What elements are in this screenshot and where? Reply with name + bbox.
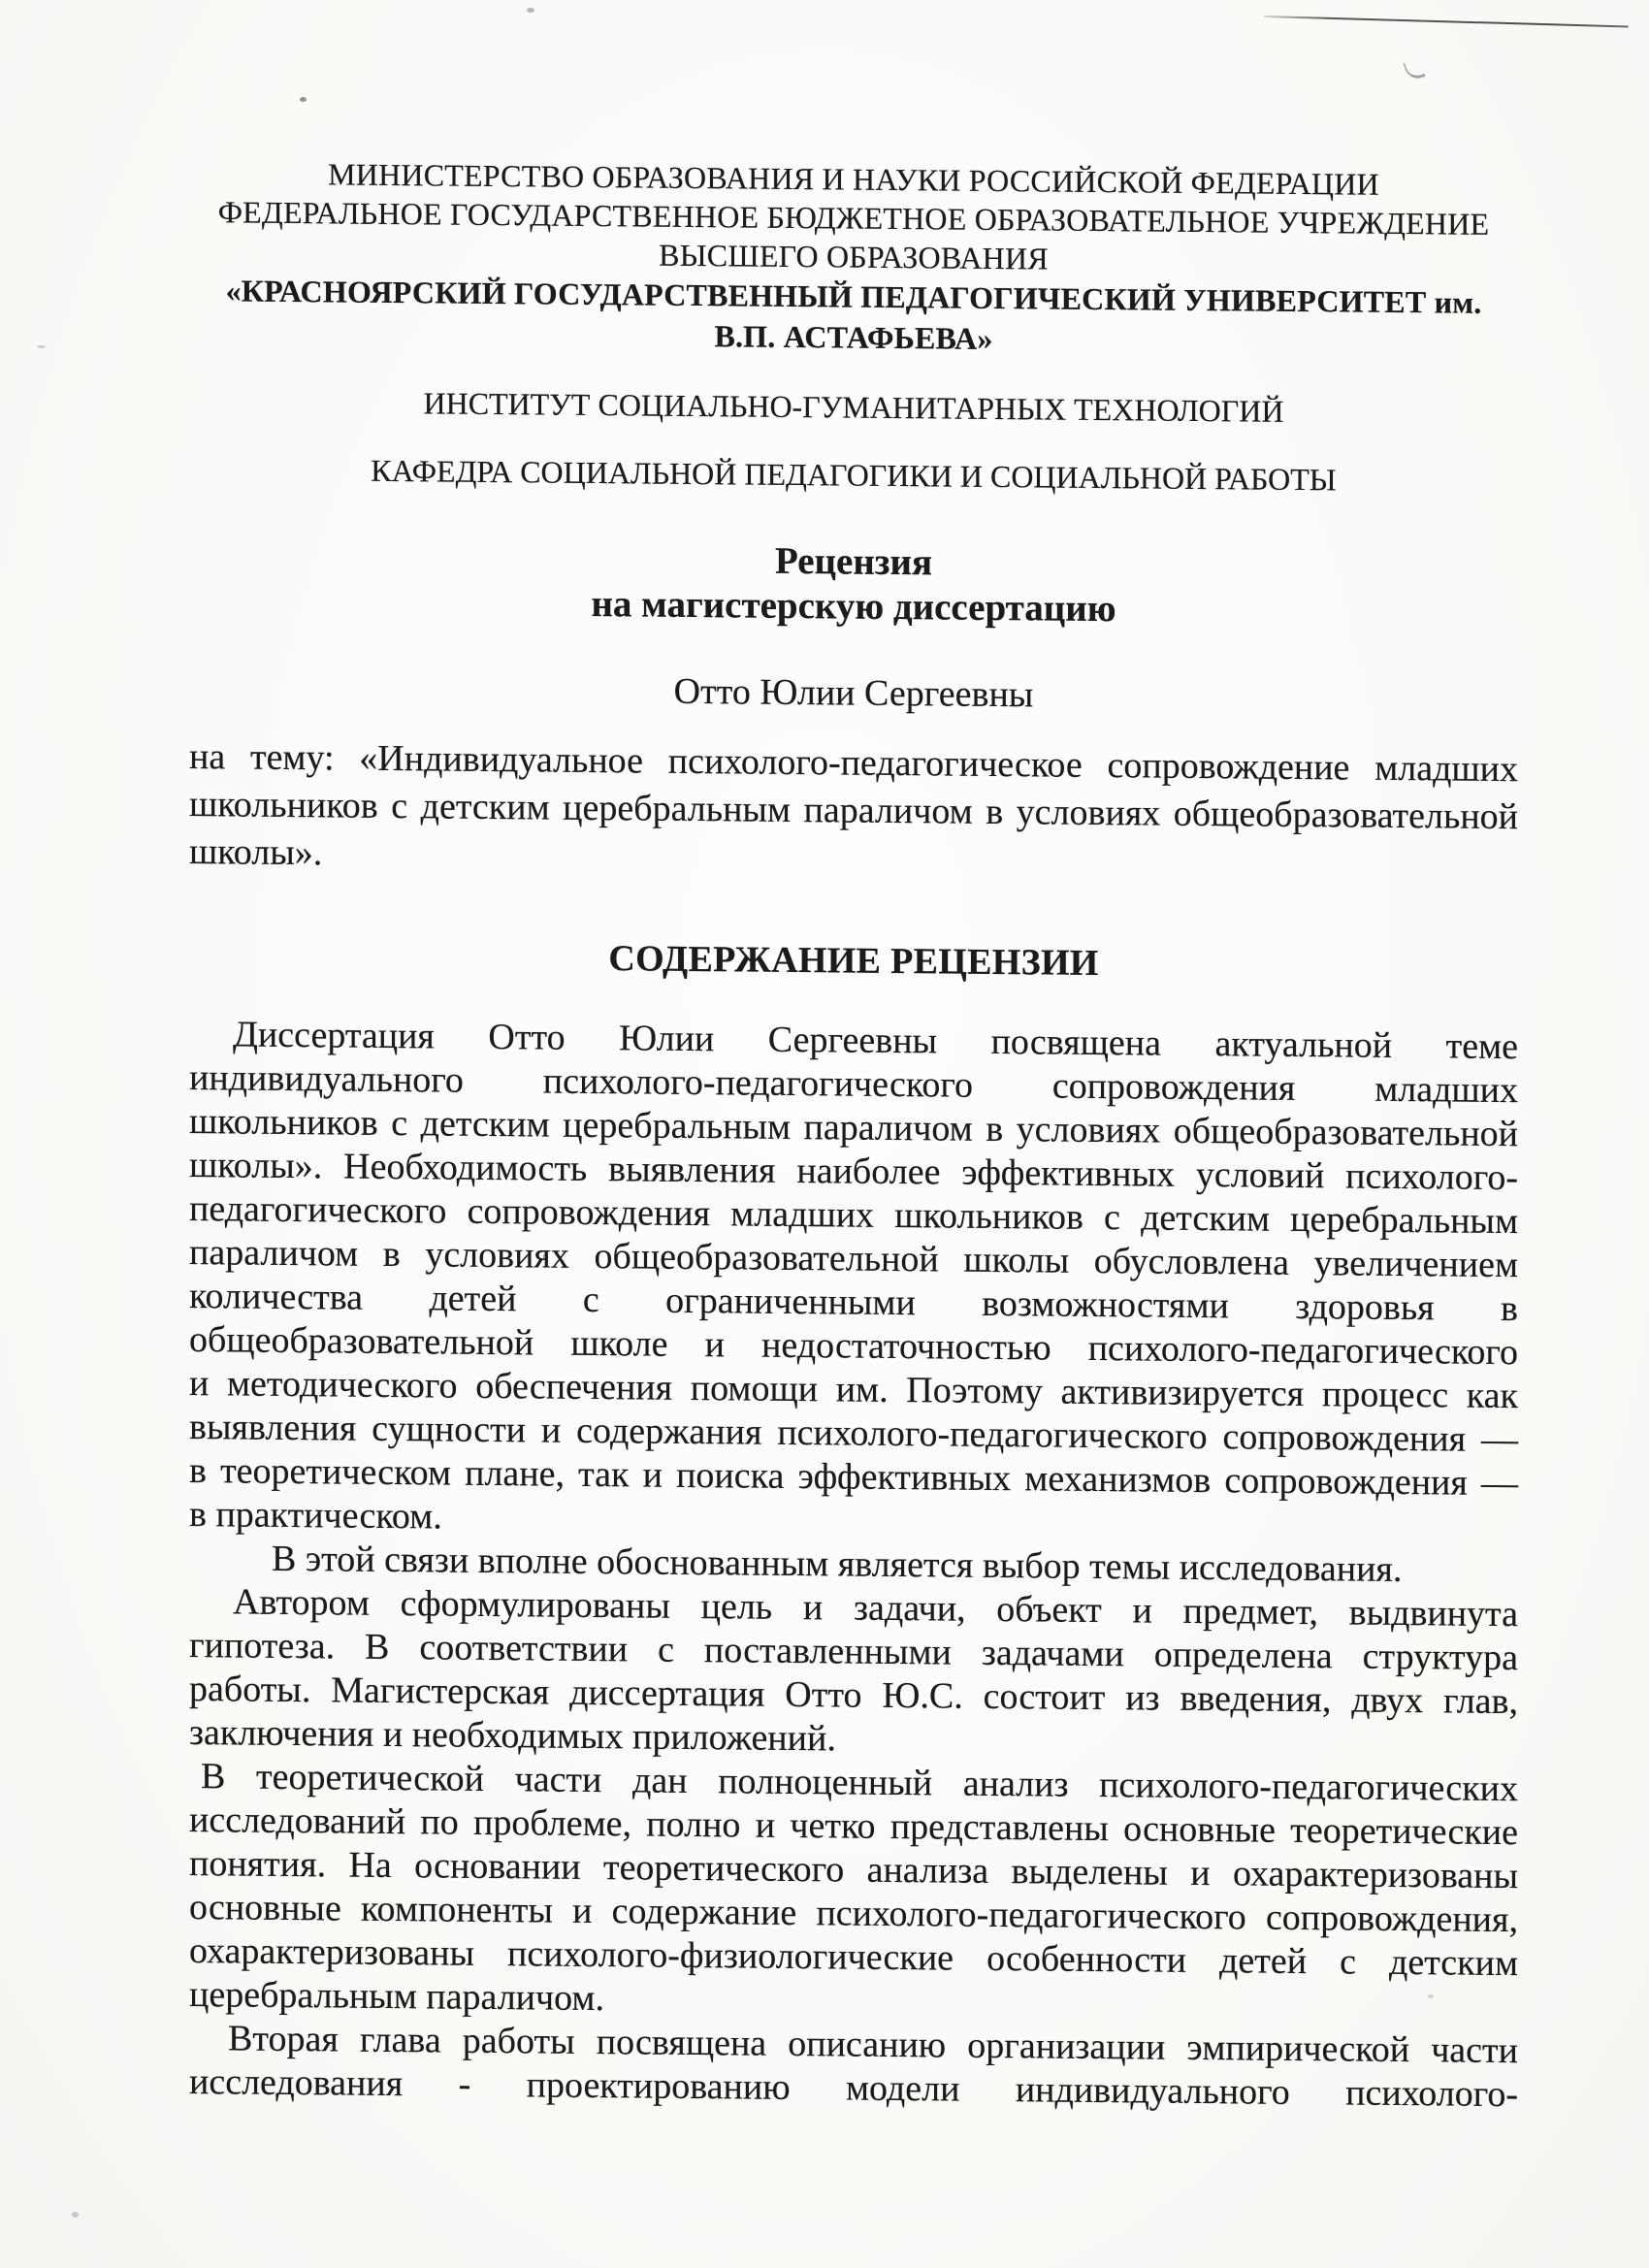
text-line: охарактеризованы психолого-физиологические особенности детей с детским xyxy=(189,1930,1518,1985)
title-line: Рецензия xyxy=(774,539,933,584)
text-line: в теоретическом плане, так и поиска эффективных механизмов сопровождения — xyxy=(189,1450,1518,1505)
text-line: педагогического сопровождения младших школьников с детским церебральным xyxy=(189,1188,1518,1243)
text-line: школы». xyxy=(189,831,323,874)
university-line: В.П. АСТАФЬЕВА» xyxy=(714,318,993,356)
institute-line: ИНСТИТУТ СОЦИАЛЬНО-ГУМАНИТАРНЫХ ТЕХНОЛОГИЙ xyxy=(423,385,1284,429)
text-line: количества детей с ограниченными возможностями здоровья в xyxy=(189,1276,1518,1330)
text-line: выявления сущности и содержания психолого-педагогического сопровождения — xyxy=(189,1407,1518,1461)
text-line: работы. Магистерская диссертация Отто Ю.С. состоит из введения, двух глав, xyxy=(189,1669,1518,1723)
text-line: индивидуального психолого-педагогического сопровождения младших xyxy=(189,1057,1518,1112)
institute-name xyxy=(189,381,1518,433)
text-line: Вторая глава работы посвящена описанию организации эмпирической части xyxy=(228,2018,1518,2072)
text-line: исследования - проектированию модели индивидуального психолого- xyxy=(189,2061,1518,2116)
scan-speck xyxy=(37,345,46,348)
text-line: общеобразовательной школе и недостаточностью психолого-педагогического xyxy=(189,1319,1518,1374)
text-line: в практическом. xyxy=(189,1494,442,1538)
text-line: школьников с детским церебральным параличом в условиях общеобразовательной xyxy=(189,784,1518,838)
text-line: на тему: «Индивидуальное психолого-педагогическое сопровождение младших xyxy=(189,736,1518,791)
text-line: заключения и необходимых приложений. xyxy=(189,1712,836,1760)
text-line: Диссертация Отто Юлии Сергеевны посвящена актуальной теме xyxy=(233,1014,1518,1068)
text-line: гипотеза. В соответствии с поставленными задачами определена структура xyxy=(189,1625,1518,1679)
university-name xyxy=(189,270,1518,364)
ministry-line: ФЕДЕРАЛЬНОЕ ГОСУДАРСТВЕННОЕ БЮДЖЕТНОЕ ОБРАЗОВАТЕЛЬНОЕ УЧРЕЖДЕНИЕ xyxy=(217,194,1490,242)
department-name xyxy=(189,449,1518,501)
topic-paragraph xyxy=(189,733,1518,889)
text-line: школы». Необходимость выявления наиболее эффективных условий психолого- xyxy=(189,1145,1518,1199)
text-line: параличом в условиях общеобразовательной школы обусловлена увеличением xyxy=(189,1232,1518,1286)
department-line: КАФЕДРА СОЦИАЛЬНОЙ ПЕДАГОГИКИ И СОЦИАЛЬНОЙ РАБОТЫ xyxy=(371,452,1337,498)
document-title xyxy=(189,534,1518,635)
author-line: Отто Юлии Сергеевны xyxy=(673,670,1034,716)
paragraph xyxy=(189,1755,1518,2029)
section-heading xyxy=(189,933,1518,988)
text-line: понятия. На основании теоретического анализа выделены и охарактеризованы xyxy=(189,1843,1518,1897)
text-line: церебральным параличом. xyxy=(189,1974,604,2020)
document-content xyxy=(189,0,1518,2268)
paragraph xyxy=(189,733,1518,889)
text-line: основные компоненты и содержание психолого-педагогического сопровождения, xyxy=(189,1887,1518,1941)
section-heading-text: СОДЕРЖАНИЕ РЕЦЕНЗИИ xyxy=(608,938,1099,985)
title-line: на магистерскую диссертацию xyxy=(591,582,1116,631)
paragraph xyxy=(189,2017,1518,2117)
paragraph xyxy=(189,1013,1518,1549)
text-line: Автором сформулированы цель и задачи, объект и предмет, выдвинута xyxy=(233,1581,1518,1636)
scan-speck xyxy=(72,2212,79,2218)
ministry-header xyxy=(189,153,1518,282)
paragraph xyxy=(189,1580,1518,1767)
text-line: В этой связи вполне обоснованным является выбор темы исследования. xyxy=(272,1538,1403,1591)
ministry-line: МИНИСТЕРСТВО ОБРАЗОВАНИЯ И НАУКИ РОССИЙСКОЙ ФЕДЕРАЦИИ xyxy=(328,156,1379,202)
author-name xyxy=(189,665,1518,721)
text-line: школьников с детским церебральным параличом в условиях общеобразовательной xyxy=(189,1101,1518,1155)
ministry-line: ВЫСШЕГО ОБРАЗОВАНИЯ xyxy=(659,237,1049,276)
university-line: «КРАСНОЯРСКИЙ ГОСУДАРСТВЕННЫЙ ПЕДАГОГИЧЕСКИЙ УНИВЕРСИТЕТ им. xyxy=(225,273,1482,320)
text-line: В теоретической части дан полноценный анализ психолого-педагогических xyxy=(201,1756,1518,1810)
text-line: и методического обеспечения помощи им. Поэтому активизируется процесс как xyxy=(189,1363,1518,1417)
text-line: исследований по проблеме, полно и четко представлены основные теоретические xyxy=(189,1799,1518,1854)
review-body xyxy=(189,1013,1518,2117)
